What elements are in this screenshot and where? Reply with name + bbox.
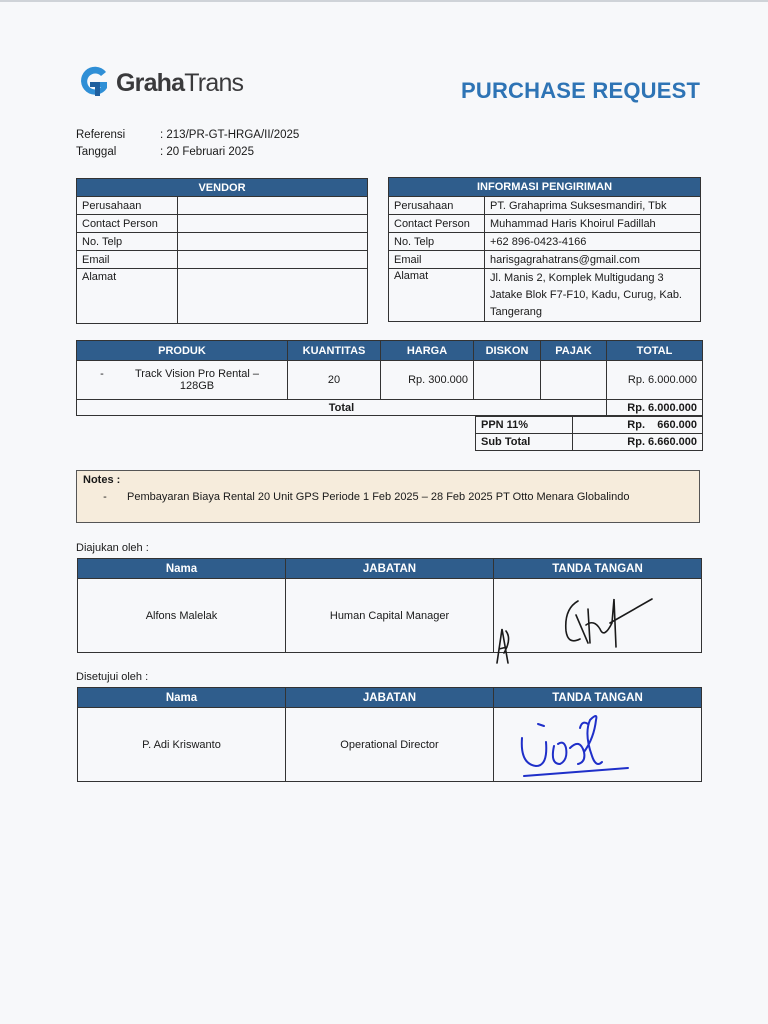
ppn-label: PPN 11%	[476, 417, 573, 434]
scan-edge	[0, 0, 768, 2]
approver-signature	[494, 708, 702, 782]
vendor-row-label: Email	[77, 251, 178, 269]
notes-text: Pembayaran Biaya Rental 20 Unit GPS Periode 1 Feb 2025 – 28 Feb 2025 PT Otto Menara Globalindo	[127, 491, 630, 503]
col-total: TOTAL	[607, 341, 703, 361]
document-meta	[76, 127, 299, 161]
vendor-row-value	[178, 251, 368, 269]
product-dash: -	[100, 368, 104, 380]
col-tanda-tangan: TANDA TANGAN	[494, 559, 702, 579]
product-qty: 20	[288, 361, 381, 400]
shipping-row-label: Contact Person	[389, 215, 485, 233]
grahatrans-logo-icon	[76, 66, 112, 100]
product-discount	[474, 361, 541, 400]
approved-by-table	[77, 687, 702, 782]
vendor-row-value	[178, 233, 368, 251]
col-harga: HARGA	[381, 341, 474, 361]
product-name-cell	[77, 361, 288, 400]
shipping-row-label: No. Telp	[389, 233, 485, 251]
notes-dash: -	[103, 491, 107, 503]
shipping-row-value: PT. Grahaprima Suksesmandiri, Tbk	[485, 197, 701, 215]
company-logo	[76, 66, 243, 100]
col-kuantitas: KUANTITAS	[288, 341, 381, 361]
shipping-row-label: Perusahaan	[389, 197, 485, 215]
vendor-row-value	[178, 197, 368, 215]
document-title: PURCHASE REQUEST	[461, 78, 701, 103]
summary-table	[475, 416, 703, 451]
approver-position: Operational Director	[286, 708, 494, 782]
shipping-row-value: +62 896-0423-4166	[485, 233, 701, 251]
col-tanda-tangan: TANDA TANGAN	[494, 688, 702, 708]
approved-by-label: Disetujui oleh :	[76, 671, 149, 683]
col-jabatan: JABATAN	[286, 688, 494, 708]
logo-wordmark: GrahaTrans	[116, 68, 244, 97]
notes-box	[76, 470, 700, 523]
submitter-position: Human Capital Manager	[286, 579, 494, 653]
total-value: Rp. 6.000.000	[607, 400, 703, 416]
signature-drawing	[494, 579, 702, 669]
vendor-row-label: Contact Person	[77, 215, 178, 233]
total-label: Total	[77, 400, 607, 416]
signature-drawing	[494, 708, 702, 798]
vendor-row-value	[178, 269, 368, 324]
approver-name: P. Adi Kriswanto	[78, 708, 286, 782]
col-pajak: PAJAK	[541, 341, 607, 361]
product-name: Track Vision Pro Rental – 128GB	[134, 368, 260, 392]
product-price: Rp. 300.000	[381, 361, 474, 400]
submitted-by-table	[77, 558, 702, 653]
submitted-by-label: Diajukan oleh :	[76, 542, 149, 554]
referensi-value: : 213/PR-GT-HRGA/II/2025	[160, 129, 300, 141]
tanggal-label: Tanggal	[76, 146, 117, 158]
referensi-label: Referensi	[76, 129, 126, 141]
shipping-row-value: harisgagrahatrans@gmail.com	[485, 251, 701, 269]
submitter-name: Alfons Malelak	[78, 579, 286, 653]
vendor-header: VENDOR	[77, 179, 368, 197]
product-tax	[541, 361, 607, 400]
vendor-table	[76, 178, 368, 324]
submitter-signature	[494, 579, 702, 653]
col-jabatan: JABATAN	[286, 559, 494, 579]
notes-title: Notes :	[83, 474, 121, 486]
col-produk: PRODUK	[77, 341, 288, 361]
shipping-header: INFORMASI PENGIRIMAN	[389, 178, 701, 197]
tanggal-value: : 20 Februari 2025	[160, 146, 254, 158]
product-table	[76, 340, 703, 416]
product-row	[77, 361, 703, 400]
shipping-info-table	[388, 177, 701, 322]
vendor-row-label: Alamat	[77, 269, 178, 324]
shipping-address-value: Jl. Manis 2, Komplek Multigudang 3 Jatake Blok F7-F10, Kadu, Curug, Kab. Tangerang	[485, 269, 701, 322]
col-nama: Nama	[78, 559, 286, 579]
shipping-row-label: Alamat	[389, 269, 485, 322]
col-diskon: DISKON	[474, 341, 541, 361]
shipping-row-value: Muhammad Haris Khoirul Fadillah	[485, 215, 701, 233]
vendor-row-value	[178, 215, 368, 233]
vendor-row-label: No. Telp	[77, 233, 178, 251]
ppn-value: Rp. 660.000	[573, 417, 703, 434]
vendor-row-label: Perusahaan	[77, 197, 178, 215]
subtotal-value: Rp. 6.660.000	[573, 434, 703, 451]
total-row	[77, 400, 703, 416]
product-total: Rp. 6.000.000	[607, 361, 703, 400]
subtotal-label: Sub Total	[476, 434, 573, 451]
col-nama: Nama	[78, 688, 286, 708]
shipping-row-label: Email	[389, 251, 485, 269]
